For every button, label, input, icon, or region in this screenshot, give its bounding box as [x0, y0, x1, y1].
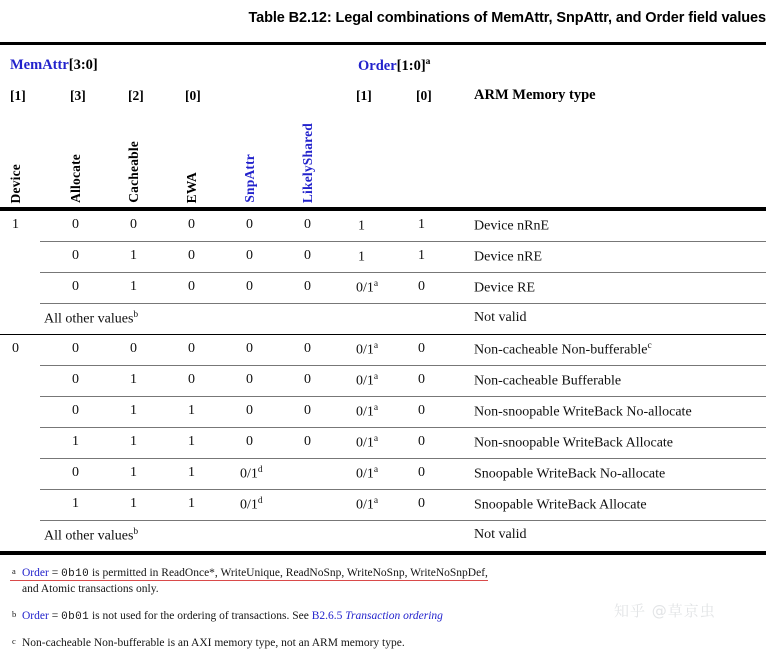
cell-allocate: 0: [72, 372, 79, 387]
cell-cacheable: 1: [130, 496, 137, 511]
cell-allocate: 0: [72, 465, 79, 480]
table-row: [0, 242, 766, 272]
cell-allocate: 1: [72, 496, 79, 511]
cell-all-other-values: All other values$^b$: [44, 527, 139, 544]
cell-device: 0: [12, 341, 19, 356]
cell-order0: 0: [418, 496, 425, 511]
table-row: [0, 428, 766, 458]
footnote-c: [0, 636, 776, 652]
cell-order1: 0/1$^a$: [356, 496, 379, 513]
cell-allocate: 0: [72, 279, 79, 294]
cell-order0: 1: [418, 248, 425, 263]
cell-likelyshared: 0: [304, 403, 311, 418]
table-row: [0, 366, 766, 396]
table-section-device-1: [0, 211, 766, 334]
cell-allocate: 1: [72, 434, 79, 449]
cell-order0: 0: [418, 372, 425, 387]
cell-snpattr: 0: [246, 341, 253, 356]
cell-allocate: 0: [72, 341, 79, 356]
cell-order1: 0/1$^a$: [356, 341, 379, 358]
footnote-a: [0, 566, 776, 598]
bit-label-order1: [1]: [356, 88, 372, 103]
table-row: [0, 211, 766, 241]
watermark: 知乎 @草京虫: [614, 602, 716, 620]
cell-allocate: 0: [72, 217, 79, 232]
cell-memory-type: Non-cacheable Bufferable: [474, 373, 622, 389]
cell-snpattr: 0: [246, 248, 253, 263]
footnote-a-line1: Order = 0b10 is permitted in ReadOnce*, WriteUnique, ReadNoSnp, WriteNoSnp, WriteNoSnpDef,: [22, 566, 488, 582]
cell-cacheable: 1: [130, 279, 137, 294]
footnote-a-line2: and Atomic transactions only.: [22, 583, 159, 596]
cell-memory-type: Device nRnE: [474, 218, 550, 234]
cell-ewa: 1: [188, 434, 195, 449]
cell-device: 1: [12, 217, 19, 232]
table-row: [0, 273, 766, 303]
column-header-device: Device: [8, 163, 23, 203]
column-header-ewa: EWA: [184, 171, 199, 203]
cell-memory-type: Non-snoopable WriteBack Allocate: [474, 435, 674, 451]
bit-label-cacheable: [2]: [128, 88, 144, 103]
table-row-catchall: [0, 304, 766, 334]
cell-memory-type: Not valid: [474, 310, 527, 325]
footnote-marker-b: b: [12, 609, 17, 620]
cell-order1: 0/1$^a$: [356, 279, 379, 296]
cell-order1: 0/1$^a$: [356, 372, 379, 389]
cell-all-other-values: All other values$^b$: [44, 310, 139, 327]
cell-snpattr: 0/1$^d$: [240, 496, 263, 513]
cell-ewa: 1: [188, 465, 195, 480]
group-header-order: Order[1:0]$^a$: [358, 57, 431, 74]
table-bottom-rule: [0, 551, 766, 555]
table-caption: Table B2.12: Legal combinations of MemAttr, SnpAttr, and Order field values: [248, 10, 766, 26]
footnote-b-order: Order: [22, 610, 49, 623]
cell-cacheable: 1: [130, 248, 137, 263]
cell-ewa: 1: [188, 496, 195, 511]
cell-order1: 0/1$^a$: [356, 403, 379, 420]
column-header-likelyshared: LikelyShared: [300, 122, 315, 203]
table-row-catchall: [0, 521, 766, 551]
cell-order0: 0: [418, 279, 425, 294]
group-header-memattr: MemAttr[3:0]: [10, 57, 98, 73]
cell-likelyshared: 0: [304, 372, 311, 387]
table-row: [0, 335, 766, 365]
footnote-gap: [0, 627, 776, 636]
table-header: [0, 45, 766, 207]
bit-label-ewa: [0]: [185, 88, 201, 103]
footnote-b-link-number[interactable]: B2.6.5: [311, 610, 346, 623]
cell-cacheable: 0: [130, 217, 137, 232]
cell-likelyshared: 0: [304, 341, 311, 356]
cell-order1: 1: [358, 249, 365, 265]
cell-memory-type: Device nRE: [474, 249, 543, 265]
table-row: [0, 459, 766, 489]
footnote-marker-c: c: [12, 636, 16, 647]
table-row: [0, 397, 766, 427]
cell-snpattr: 0: [246, 217, 253, 232]
footnote-b-text: is not used for the ordering of transactions. See: [89, 610, 312, 623]
cell-likelyshared: 0: [304, 279, 311, 294]
cell-order0: 0: [418, 434, 425, 449]
legal-combinations-table: [0, 42, 766, 555]
cell-ewa: 0: [188, 217, 195, 232]
bit-label-device: [1]: [10, 88, 26, 103]
footnote-c-text: Non-cacheable Non-bufferable is an AXI memory type, not an ARM memory type.: [22, 637, 405, 650]
cell-snpattr: 0/1$^d$: [240, 465, 263, 482]
table-row: [0, 490, 766, 520]
cell-cacheable: 1: [130, 434, 137, 449]
cell-likelyshared: 0: [304, 217, 311, 232]
cell-likelyshared: 0: [304, 434, 311, 449]
cell-snpattr: 0: [246, 279, 253, 294]
column-header-snpattr: SnpAttr: [242, 154, 257, 203]
cell-cacheable: 0: [130, 341, 137, 356]
table-section-device-0: [0, 335, 766, 551]
cell-memory-type: Non-cacheable Non-bufferable$^c$: [474, 341, 652, 358]
cell-order1: 1: [358, 218, 365, 234]
cell-order0: 1: [418, 217, 425, 232]
cell-memory-type: Not valid: [474, 527, 527, 542]
column-header-arm-memory-type: ARM Memory type: [474, 87, 596, 103]
column-header-cacheable: Cacheable: [126, 141, 141, 203]
column-header-allocate: Allocate: [68, 154, 83, 203]
bit-label-order0: [0]: [416, 88, 432, 103]
cell-memory-type: Device RE: [474, 280, 536, 296]
footnote-b-code: 0b01: [61, 611, 90, 624]
footnote-marker-a: a: [12, 566, 16, 576]
cell-order1: 0/1$^a$: [356, 434, 379, 451]
cell-snpattr: 0: [246, 403, 253, 418]
cell-snpattr: 0: [246, 434, 253, 449]
cell-ewa: 0: [188, 341, 195, 356]
cell-order1: 0/1$^a$: [356, 465, 379, 482]
cell-ewa: 1: [188, 403, 195, 418]
cell-cacheable: 1: [130, 403, 137, 418]
cell-memory-type: Snoopable WriteBack No-allocate: [474, 466, 666, 482]
cell-likelyshared: 0: [304, 248, 311, 263]
cell-ewa: 0: [188, 248, 195, 263]
footnote-b-link-title[interactable]: Transaction ordering: [345, 610, 443, 623]
cell-memory-type: Non-snoopable WriteBack No-allocate: [474, 404, 692, 420]
cell-cacheable: 1: [130, 372, 137, 387]
cell-memory-type: Snoopable WriteBack Allocate: [474, 497, 647, 513]
cell-order0: 0: [418, 465, 425, 480]
bit-label-allocate: [3]: [70, 88, 86, 103]
footnote-b-eq: =: [48, 610, 62, 623]
cell-ewa: 0: [188, 279, 195, 294]
cell-ewa: 0: [188, 372, 195, 387]
cell-allocate: 0: [72, 248, 79, 263]
cell-order0: 0: [418, 341, 425, 356]
cell-cacheable: 1: [130, 465, 137, 480]
cell-order0: 0: [418, 403, 425, 418]
cell-allocate: 0: [72, 403, 79, 418]
cell-snpattr: 0: [246, 372, 253, 387]
